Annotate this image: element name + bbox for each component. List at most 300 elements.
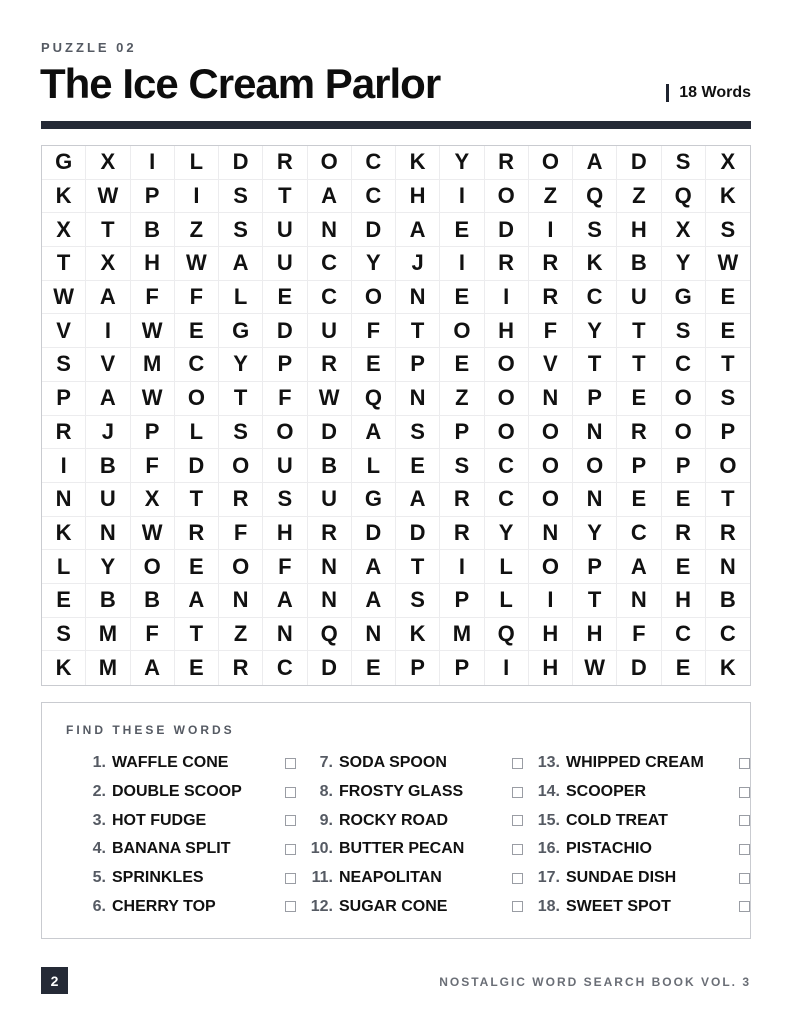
grid-cell[interactable]: H — [573, 618, 617, 652]
grid-cell[interactable]: B — [86, 584, 130, 618]
word-number: 17. — [537, 869, 560, 887]
grid-cell[interactable]: B — [617, 247, 661, 281]
grid-cell[interactable]: T — [396, 550, 440, 584]
word-list-item — [303, 806, 523, 835]
grid-cell[interactable]: I — [485, 651, 529, 685]
grid-cell[interactable]: H — [617, 213, 661, 247]
word-checkbox[interactable] — [739, 787, 750, 798]
word-checkbox[interactable] — [285, 873, 296, 884]
grid-cell[interactable]: S — [396, 584, 440, 618]
grid-cell[interactable]: E — [662, 483, 706, 517]
grid-cell[interactable]: A — [352, 416, 396, 450]
word-count-label: 18 Words — [666, 84, 751, 102]
grid-cell[interactable]: I — [529, 584, 573, 618]
grid-cell[interactable]: L — [219, 281, 263, 315]
grid-cell[interactable]: U — [263, 247, 307, 281]
grid-cell[interactable]: Y — [86, 550, 130, 584]
grid-cell[interactable]: D — [352, 213, 396, 247]
grid-cell[interactable]: R — [440, 517, 484, 551]
grid-cell[interactable]: K — [719, 655, 736, 681]
grid-cell[interactable]: L — [175, 146, 219, 180]
grid-cell[interactable]: I — [529, 213, 573, 247]
word-list-item — [76, 806, 296, 835]
grid-cell[interactable]: D — [219, 146, 263, 180]
grid-cell[interactable]: N — [308, 213, 352, 247]
grid-cell[interactable]: C — [485, 449, 529, 483]
grid-cell[interactable]: N — [617, 584, 661, 618]
grid-cell[interactable]: X — [131, 483, 175, 517]
grid-cell[interactable]: R — [440, 483, 484, 517]
word-text: HOT FUDGE — [112, 811, 207, 829]
grid-cell[interactable]: K — [573, 247, 617, 281]
grid-cell[interactable]: X — [706, 146, 750, 180]
word-checkbox[interactable] — [285, 844, 296, 855]
grid-cell[interactable]: N — [86, 517, 130, 551]
word-checkbox[interactable] — [739, 758, 750, 769]
grid-cell[interactable]: H — [263, 517, 307, 551]
grid-cell[interactable]: O — [485, 416, 529, 450]
grid-cell[interactable]: D — [308, 416, 352, 450]
grid-cell[interactable]: A — [396, 483, 440, 517]
grid-cell[interactable]: A — [617, 550, 661, 584]
grid-cell[interactable]: L — [175, 416, 219, 450]
grid-cell[interactable]: R — [485, 247, 529, 281]
grid-cell[interactable]: W — [86, 180, 130, 214]
grid-cell[interactable]: P — [396, 348, 440, 382]
grid-cell[interactable]: A — [352, 550, 396, 584]
word-number: 15. — [537, 811, 560, 829]
grid-cell[interactable]: K — [42, 180, 86, 214]
grid-cell[interactable]: T — [617, 348, 661, 382]
grid-cell[interactable]: N — [308, 584, 352, 618]
grid-cell[interactable]: A — [308, 180, 352, 214]
grid-cell[interactable]: U — [263, 449, 307, 483]
grid-cell[interactable]: N — [308, 550, 352, 584]
grid-cell[interactable]: G — [352, 483, 396, 517]
grid-cell[interactable]: N — [396, 382, 440, 416]
grid-cell[interactable]: D — [396, 517, 440, 551]
grid-cell[interactable]: N — [396, 281, 440, 315]
grid-cell[interactable]: W — [573, 651, 617, 685]
word-text: SWEET SPOT — [566, 897, 671, 915]
grid-cell[interactable]: R — [308, 348, 352, 382]
word-text: COLD TREAT — [566, 811, 668, 829]
grid-cell[interactable]: I — [440, 180, 484, 214]
grid-cell[interactable]: W — [308, 382, 352, 416]
grid-cell[interactable]: R — [617, 416, 661, 450]
grid-cell[interactable]: D — [308, 651, 352, 685]
grid-cell[interactable]: W — [42, 281, 86, 315]
grid-cell[interactable]: K — [396, 618, 440, 652]
grid-cell[interactable]: Q — [573, 180, 617, 214]
grid-cell[interactable]: Y — [485, 517, 529, 551]
grid-cell[interactable]: S — [219, 180, 263, 214]
grid-cell[interactable]: O — [529, 550, 573, 584]
grid-cell[interactable]: P — [440, 584, 484, 618]
word-text: SODA SPOON — [339, 754, 447, 772]
grid-cell[interactable]: U — [263, 213, 307, 247]
grid-cell[interactable]: U — [86, 483, 130, 517]
grid-cell[interactable]: P — [263, 348, 307, 382]
grid-cell[interactable]: K — [42, 517, 86, 551]
word-list-item — [76, 864, 296, 893]
grid-cell[interactable]: P — [42, 382, 86, 416]
grid-cell[interactable]: P — [706, 416, 750, 450]
grid-cell[interactable]: D — [352, 517, 396, 551]
grid-cell[interactable]: N — [573, 416, 617, 450]
grid-cell[interactable]: B — [131, 213, 175, 247]
grid-cell[interactable]: K — [42, 651, 86, 685]
grid-cell[interactable]: A — [573, 146, 617, 180]
grid-cell[interactable]: T — [706, 483, 750, 517]
word-number: 13. — [537, 754, 560, 772]
grid-cell[interactable]: V — [42, 314, 86, 348]
grid-cell[interactable]: S — [573, 213, 617, 247]
grid-cell[interactable]: E — [617, 483, 661, 517]
grid-cell[interactable]: O — [308, 146, 352, 180]
grid-cell[interactable]: N — [42, 483, 86, 517]
grid-cell[interactable]: P — [662, 449, 706, 483]
grid-cell[interactable]: Y — [352, 247, 396, 281]
word-checkbox[interactable] — [512, 787, 523, 798]
grid-cell[interactable]: F — [617, 618, 661, 652]
grid-cell[interactable]: D — [175, 449, 219, 483]
grid-cell[interactable]: L — [42, 550, 86, 584]
grid-cell[interactable]: E — [352, 348, 396, 382]
grid-cell[interactable]: S — [396, 416, 440, 450]
grid-cell[interactable]: L — [485, 584, 529, 618]
grid-cell[interactable]: V — [86, 348, 130, 382]
grid-cell[interactable]: I — [485, 281, 529, 315]
grid-cell[interactable]: K — [706, 180, 750, 214]
word-number: 10. — [310, 840, 333, 858]
grid-cell[interactable]: O — [440, 314, 484, 348]
grid-cell[interactable]: X — [86, 247, 130, 281]
grid-cell[interactable]: O — [662, 416, 706, 450]
grid-cell[interactable]: W — [131, 382, 175, 416]
word-checkbox[interactable] — [285, 901, 296, 912]
grid-cell[interactable]: O — [131, 550, 175, 584]
grid-cell[interactable]: N — [529, 517, 573, 551]
grid-cell[interactable]: S — [263, 483, 307, 517]
grid-cell[interactable]: T — [617, 314, 661, 348]
grid-cell[interactable]: Y — [573, 314, 617, 348]
grid-cell[interactable]: O — [662, 382, 706, 416]
grid-cell[interactable]: E — [440, 348, 484, 382]
grid-cell[interactable]: X — [662, 213, 706, 247]
grid-cell[interactable]: K — [396, 146, 440, 180]
grid-cell[interactable]: N — [352, 618, 396, 652]
grid-cell[interactable]: U — [308, 314, 352, 348]
page-number-badge: 2 — [41, 967, 68, 994]
grid-cell[interactable]: T — [706, 348, 750, 382]
grid-cell[interactable]: S — [219, 416, 263, 450]
grid-cell[interactable]: R — [706, 517, 750, 551]
grid-cell[interactable]: F — [131, 281, 175, 315]
grid-cell[interactable]: E — [662, 651, 706, 685]
grid-cell[interactable]: A — [263, 584, 307, 618]
grid-cell[interactable]: O — [219, 449, 263, 483]
word-checkbox[interactable] — [512, 844, 523, 855]
grid-cell[interactable]: W — [131, 314, 175, 348]
grid-cell[interactable]: O — [175, 382, 219, 416]
word-checkbox[interactable] — [512, 815, 523, 826]
grid-cell[interactable]: A — [396, 213, 440, 247]
word-checkbox[interactable] — [285, 815, 296, 826]
word-text: BANANA SPLIT — [112, 840, 231, 858]
grid-cell[interactable]: E — [440, 281, 484, 315]
word-text: DOUBLE SCOOP — [112, 783, 242, 801]
grid-cell[interactable]: Y — [573, 517, 617, 551]
grid-cell[interactable]: R — [219, 651, 263, 685]
grid-cell[interactable]: R — [308, 517, 352, 551]
grid-cell[interactable]: W — [131, 517, 175, 551]
grid-cell[interactable]: Z — [529, 180, 573, 214]
grid-cell[interactable]: J — [86, 416, 130, 450]
grid-cell[interactable]: R — [219, 483, 263, 517]
grid-cell[interactable]: O — [219, 550, 263, 584]
grid-cell[interactable]: O — [529, 449, 573, 483]
grid-cell[interactable]: D — [263, 314, 307, 348]
grid-cell[interactable]: T — [573, 584, 617, 618]
grid-cell[interactable]: C — [352, 180, 396, 214]
grid-cell[interactable]: A — [352, 584, 396, 618]
grid-cell[interactable]: M — [131, 348, 175, 382]
grid-cell[interactable]: T — [86, 213, 130, 247]
grid-cell[interactable]: P — [440, 651, 484, 685]
grid-cell[interactable]: C — [263, 651, 307, 685]
grid-cell[interactable]: F — [352, 314, 396, 348]
grid-cell[interactable]: Z — [219, 618, 263, 652]
grid-cell[interactable]: C — [706, 618, 750, 652]
grid-cell[interactable]: E — [706, 314, 750, 348]
grid-cell[interactable]: F — [219, 517, 263, 551]
grid-cell[interactable]: I — [440, 550, 484, 584]
grid-cell[interactable]: F — [131, 449, 175, 483]
grid-cell[interactable]: N — [706, 550, 750, 584]
grid-cell[interactable]: E — [662, 550, 706, 584]
grid-cell[interactable]: O — [573, 449, 617, 483]
grid-cell[interactable]: F — [263, 382, 307, 416]
grid-cell[interactable]: E — [617, 382, 661, 416]
word-text: SPRINKLES — [112, 869, 204, 887]
grid-cell[interactable]: O — [263, 416, 307, 450]
grid-cell[interactable]: S — [42, 348, 86, 382]
grid-cell[interactable]: R — [662, 517, 706, 551]
grid-cell[interactable]: F — [131, 618, 175, 652]
grid-cell[interactable]: S — [706, 382, 750, 416]
grid-cell[interactable]: P — [396, 651, 440, 685]
grid-cell[interactable]: E — [175, 550, 219, 584]
grid-cell[interactable]: A — [175, 584, 219, 618]
grid-cell[interactable]: B — [308, 449, 352, 483]
grid-cell[interactable]: A — [131, 651, 175, 685]
grid-cell[interactable]: B — [706, 584, 750, 618]
grid-cell[interactable]: J — [396, 247, 440, 281]
grid-cell[interactable]: E — [42, 584, 86, 618]
grid-cell[interactable]: Z — [617, 180, 661, 214]
word-checkbox[interactable] — [739, 873, 750, 884]
grid-cell[interactable]: X — [42, 213, 86, 247]
grid-cell[interactable]: H — [396, 180, 440, 214]
grid-cell[interactable]: E — [352, 651, 396, 685]
grid-cell[interactable]: P — [131, 416, 175, 450]
grid-cell[interactable]: O — [485, 382, 529, 416]
grid-cell[interactable]: R — [529, 247, 573, 281]
grid-cell[interactable]: C — [308, 247, 352, 281]
grid-cell[interactable]: T — [396, 314, 440, 348]
grid-cell[interactable]: C — [617, 517, 661, 551]
grid-cell[interactable]: D — [617, 146, 661, 180]
grid-cell[interactable]: S — [42, 618, 86, 652]
grid-cell[interactable]: U — [308, 483, 352, 517]
grid-cell[interactable]: T — [573, 348, 617, 382]
grid-cell[interactable]: Q — [485, 618, 529, 652]
grid-cell[interactable]: E — [175, 651, 219, 685]
word-list-item — [76, 749, 296, 778]
grid-cell[interactable]: M — [86, 651, 130, 685]
grid-cell[interactable]: X — [86, 146, 130, 180]
word-number: 12. — [310, 897, 333, 915]
grid-cell[interactable]: W — [706, 247, 750, 281]
grid-cell[interactable]: C — [308, 281, 352, 315]
grid-cell[interactable]: S — [706, 213, 750, 247]
grid-cell[interactable]: C — [175, 348, 219, 382]
grid-cell[interactable]: U — [617, 281, 661, 315]
grid-cell[interactable]: P — [573, 550, 617, 584]
grid-cell[interactable]: I — [86, 314, 130, 348]
grid-cell[interactable]: E — [706, 281, 750, 315]
grid-cell[interactable]: I — [42, 449, 86, 483]
grid-cell[interactable]: A — [219, 247, 263, 281]
word-checkbox[interactable] — [285, 787, 296, 798]
grid-cell[interactable]: S — [219, 213, 263, 247]
grid-cell[interactable]: B — [86, 449, 130, 483]
grid-cell[interactable]: T — [42, 247, 86, 281]
grid-cell[interactable]: L — [352, 449, 396, 483]
grid-cell[interactable]: R — [175, 517, 219, 551]
grid-cell[interactable]: F — [263, 550, 307, 584]
grid-cell[interactable]: E — [440, 213, 484, 247]
grid-cell[interactable]: D — [485, 213, 529, 247]
word-list-item — [303, 778, 523, 807]
grid-cell[interactable]: H — [662, 584, 706, 618]
grid-cell[interactable]: M — [440, 618, 484, 652]
grid-cell[interactable]: P — [617, 449, 661, 483]
grid-cell[interactable]: I — [440, 247, 484, 281]
grid-cell[interactable]: G — [42, 146, 86, 180]
grid-cell[interactable]: Z — [175, 213, 219, 247]
word-checkbox[interactable] — [739, 901, 750, 912]
grid-cell[interactable]: O — [352, 281, 396, 315]
grid-cell[interactable]: Q — [662, 180, 706, 214]
grid-cell[interactable]: Y — [219, 348, 263, 382]
grid-cell[interactable]: R — [529, 281, 573, 315]
grid-cell[interactable]: Y — [662, 247, 706, 281]
grid-cell[interactable]: O — [485, 180, 529, 214]
grid-cell[interactable]: F — [529, 314, 573, 348]
grid-cell[interactable]: R — [485, 146, 529, 180]
grid-cell[interactable]: C — [662, 348, 706, 382]
grid-cell[interactable]: A — [86, 281, 130, 315]
grid-cell[interactable]: F — [175, 281, 219, 315]
word-checkbox[interactable] — [285, 758, 296, 769]
grid-cell[interactable]: P — [131, 180, 175, 214]
grid-cell[interactable]: N — [573, 483, 617, 517]
word-list-item — [303, 749, 523, 778]
letter-grid[interactable] — [41, 145, 751, 686]
grid-cell[interactable]: H — [131, 247, 175, 281]
grid-cell[interactable]: S — [662, 314, 706, 348]
word-checkbox[interactable] — [739, 844, 750, 855]
grid-cell[interactable]: Q — [308, 618, 352, 652]
grid-cell[interactable]: H — [529, 651, 573, 685]
word-number: 7. — [319, 754, 333, 772]
word-checkbox[interactable] — [512, 758, 523, 769]
grid-cell[interactable]: C — [573, 281, 617, 315]
grid-cell[interactable]: I — [175, 180, 219, 214]
grid-cell[interactable]: P — [440, 416, 484, 450]
word-text: WHIPPED CREAM — [566, 754, 704, 772]
grid-cell[interactable]: O — [529, 483, 573, 517]
grid-cell[interactable]: S — [662, 146, 706, 180]
grid-cell[interactable]: N — [219, 584, 263, 618]
grid-cell[interactable]: E — [263, 281, 307, 315]
word-checkbox[interactable] — [512, 901, 523, 912]
grid-cell[interactable]: O — [706, 449, 750, 483]
word-column — [530, 749, 750, 921]
grid-cell[interactable]: C — [352, 146, 396, 180]
grid-cell[interactable]: S — [440, 449, 484, 483]
grid-cell[interactable]: R — [263, 146, 307, 180]
grid-cell[interactable]: T — [175, 483, 219, 517]
grid-cell[interactable]: H — [485, 314, 529, 348]
word-number: 9. — [319, 811, 333, 829]
grid-cell[interactable]: M — [86, 618, 130, 652]
grid-cell[interactable]: O — [485, 348, 529, 382]
grid-cell[interactable]: H — [529, 618, 573, 652]
grid-cell[interactable]: A — [86, 382, 130, 416]
grid-cell[interactable]: V — [529, 348, 573, 382]
grid-cell[interactable]: N — [263, 618, 307, 652]
word-checkbox[interactable] — [739, 815, 750, 826]
grid-cell[interactable]: Q — [352, 382, 396, 416]
grid-cell[interactable]: O — [529, 416, 573, 450]
grid-cell[interactable]: L — [485, 550, 529, 584]
grid-cell[interactable]: G — [662, 281, 706, 315]
grid-cell[interactable]: B — [131, 584, 175, 618]
grid-cell[interactable]: N — [529, 382, 573, 416]
grid-cell[interactable]: R — [42, 416, 86, 450]
grid-cell[interactable]: G — [219, 314, 263, 348]
grid-cell[interactable]: E — [396, 449, 440, 483]
grid-cell[interactable]: T — [175, 618, 219, 652]
grid-cell[interactable]: O — [529, 146, 573, 180]
grid-cell[interactable]: C — [662, 618, 706, 652]
grid-cell[interactable]: I — [131, 146, 175, 180]
grid-cell[interactable]: W — [175, 247, 219, 281]
grid-cell[interactable]: C — [485, 483, 529, 517]
word-checkbox[interactable] — [512, 873, 523, 884]
grid-cell[interactable]: D — [617, 651, 661, 685]
grid-cell[interactable]: T — [219, 382, 263, 416]
grid-cell[interactable]: Z — [440, 382, 484, 416]
grid-cell[interactable]: E — [175, 314, 219, 348]
word-number: 1. — [92, 754, 106, 772]
grid-cell[interactable]: Y — [440, 146, 484, 180]
grid-cell[interactable]: T — [263, 180, 307, 214]
grid-cell[interactable]: P — [573, 382, 617, 416]
